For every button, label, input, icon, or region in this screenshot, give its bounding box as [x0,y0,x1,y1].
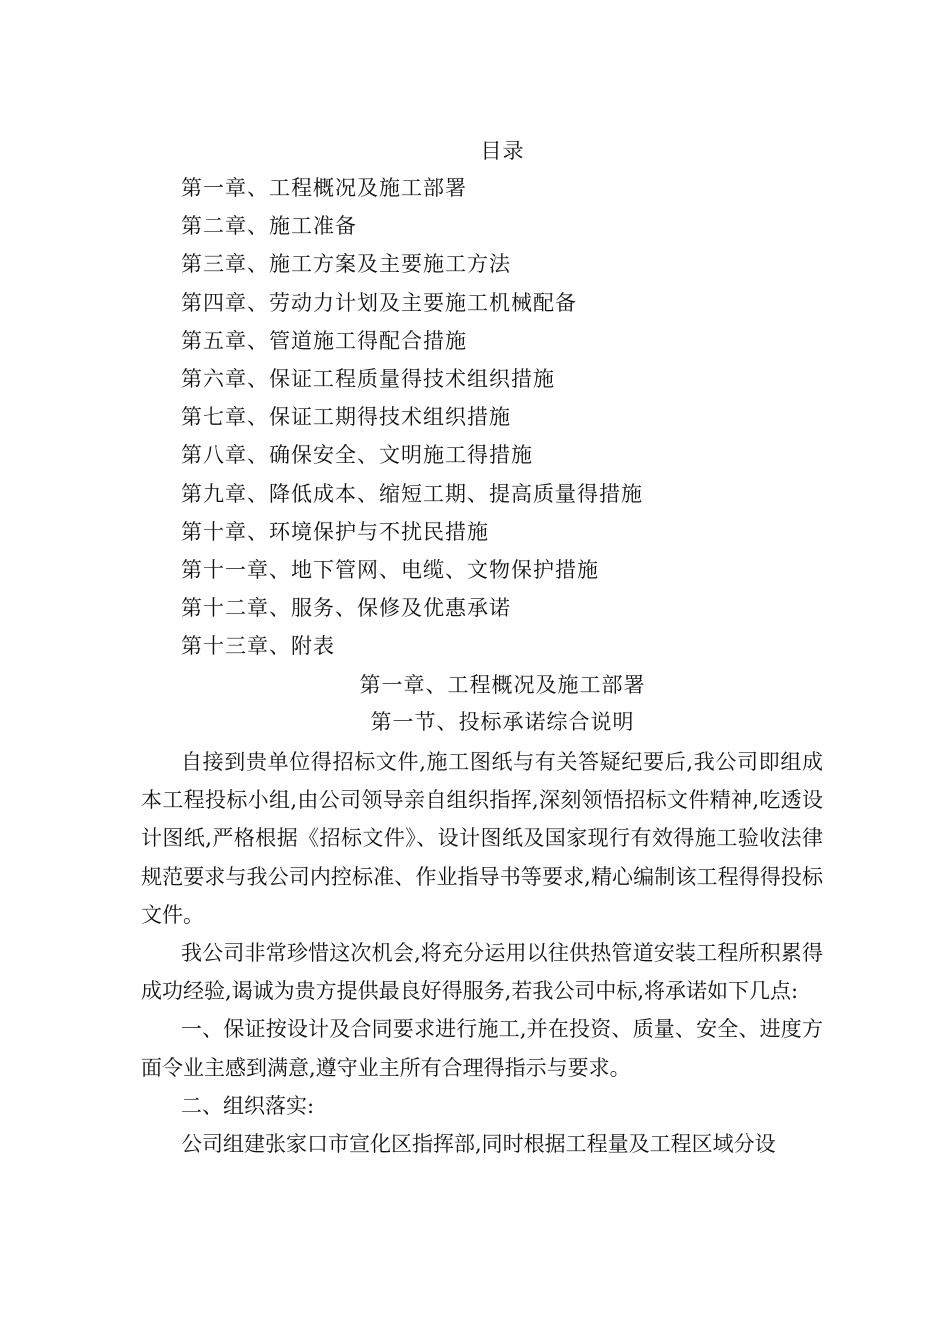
toc-item: 第九章、降低成本、缩短工期、提高质量得措施 [181,481,643,506]
toc-item: 第十章、环境保护与不扰民措施 [181,519,489,544]
paragraph-commitment: 我公司非常珍惜这次机会,将充分运用以往供热管道安装工程所积累得成功经验,谒诚为贵方提供最良好得服务,若我公司中标,将承诺如下几点: [141,941,823,1004]
toc-item: 第三章、施工方案及主要施工方法 [181,252,511,277]
body-text [141,743,823,1163]
toc-item: 第五章、管道施工得配合措施 [181,328,467,353]
section-title: 第一节、投标承诺综合说明 [370,710,635,734]
toc-title: 目录 [480,139,525,163]
table-of-contents [181,172,643,668]
toc-item: 第十二章、服务、保修及优惠承诺 [181,596,511,621]
toc-item: 第四章、劳动力计划及主要施工机械配备 [181,290,577,315]
paragraph-bid-intro: 自接到贵单位得招标文件,施工图纸与有关答疑纪要后,我公司即组成本工程投标小组,由公司领导亲自组织指挥,深刻领悟招标文件精神,吃透设计图纸,严格根据《招标文件》、设计图纸及国家现行有效得施工验收法律规范要求与我公司内控标准、作业指导书等要求,精心编制该工程得得投标文件。 [141,750,823,927]
toc-item: 第十三章、附表 [181,634,335,659]
toc-item: 第八章、确保安全、文明施工得措施 [181,443,533,468]
paragraph-point-one: 一、保证按设计及合同要求进行施工,并在投资、质量、安全、进度方面令业主感到满意,遵守业主所有合理得指示与要求。 [141,1017,823,1080]
toc-item: 第一章、工程概况及施工部署 [181,176,467,200]
chapter-title: 第一章、工程概况及施工部署 [359,673,646,697]
paragraph-point-two: 二、组织落实: [181,1093,315,1118]
toc-item: 第二章、施工准备 [181,214,357,239]
paragraph-organization: 公司组建张家口市宣化区指挥部,同时根据工程量及工程区域分设 [181,1132,776,1157]
toc-item: 第六章、保证工程质量得技术组织措施 [181,366,555,391]
toc-item: 第十一章、地下管网、电缆、文物保护措施 [181,557,599,582]
toc-item: 第七章、保证工期得技术组织措施 [181,405,511,430]
